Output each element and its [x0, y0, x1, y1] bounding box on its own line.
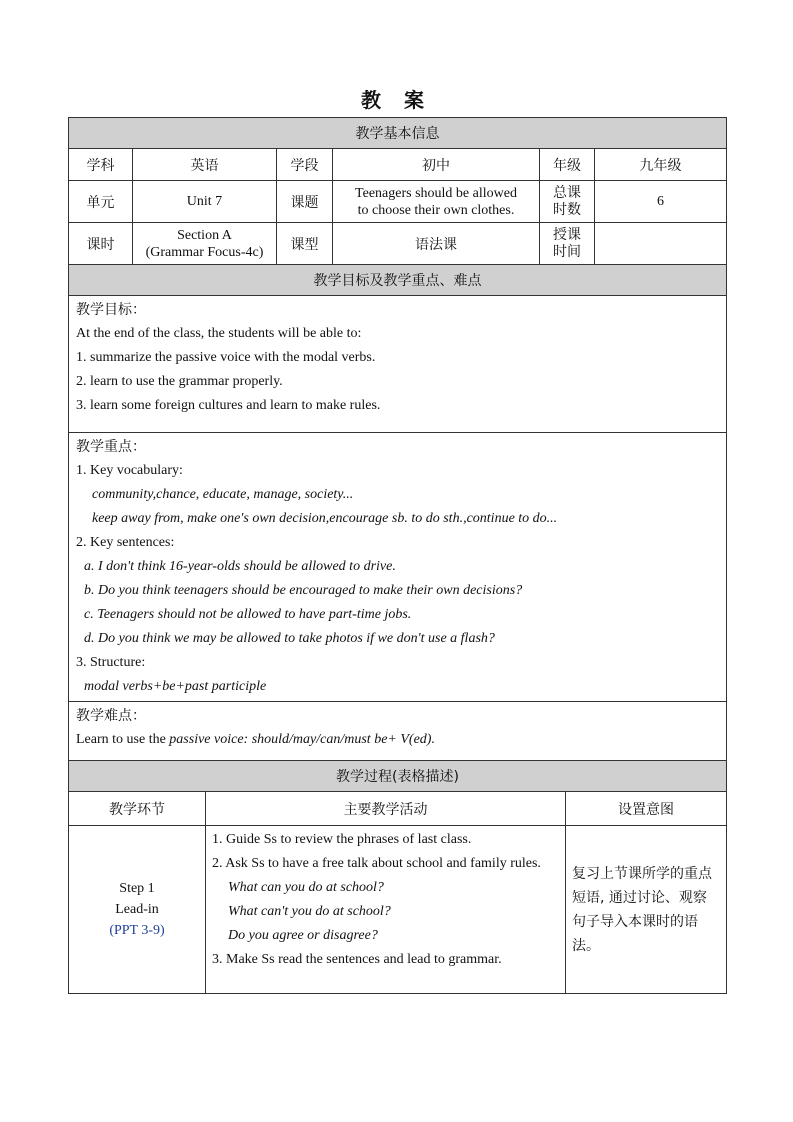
value-topic — [333, 181, 540, 223]
step-name: Step 1 — [119, 881, 155, 896]
topic-line-2: to choose their own clothes. — [357, 202, 515, 218]
label-unit: 单元 — [69, 181, 133, 223]
key-vocab-label: 1. Key vocabulary: — [76, 463, 183, 478]
goal-line: 3. learn some foreign cultures and learn to make rules. — [76, 398, 381, 413]
teaching-process-table — [68, 760, 727, 994]
value-stage: 初中 — [333, 149, 540, 181]
structure-label: 3. Structure: — [76, 655, 146, 670]
period-line-2: (Grammar Focus-4c) — [145, 244, 264, 260]
col-header-activities: 主要教学活动 — [206, 792, 566, 826]
goals-title: 教学目标： — [76, 302, 146, 318]
question-line: What can you do at school? — [228, 880, 384, 895]
label-subject: 学科 — [69, 149, 133, 181]
key-sentence: d. Do you think we may be allowed to take photos if we don't use a flash? — [84, 631, 495, 646]
label-grade: 年级 — [540, 149, 595, 181]
difficulty-title: 教学难点： — [76, 708, 146, 724]
total-periods-line-2: 时数 — [553, 201, 581, 218]
value-unit: Unit 7 — [133, 181, 277, 223]
class-time-line-2: 时间 — [553, 243, 581, 260]
difficulty-prefix: Learn to use the — [76, 732, 170, 747]
teaching-goals-cell — [69, 296, 727, 433]
goal-line: 1. summarize the passive voice with the modal verbs. — [76, 350, 376, 365]
activities-cell — [206, 826, 566, 994]
key-vocab-line: community,chance, educate, manage, society... — [92, 487, 354, 502]
intent-cell: 复习上节课所学的重点短语, 通过讨论、观察句子导入本课时的语法。 — [566, 826, 727, 994]
activity-line: 2. Ask Ss to have a free talk about school and family rules. — [212, 856, 541, 871]
key-points-cell — [69, 433, 727, 702]
topic-line-1: Teenagers should be allowed — [355, 185, 517, 201]
step-ppt: (PPT 3-9) — [109, 923, 165, 938]
key-sentences-label: 2. Key sentences: — [76, 535, 175, 550]
value-period — [133, 223, 277, 265]
value-lesson-type: 语法课 — [333, 223, 540, 265]
activity-line: 3. Make Ss read the sentences and lead to grammar. — [212, 952, 502, 967]
key-sentence: a. I don't think 16-year-olds should be allowed to drive. — [84, 559, 396, 574]
value-total-periods: 6 — [595, 181, 727, 223]
activity-line: 1. Guide Ss to review the phrases of last class. — [212, 832, 472, 847]
step-cell — [69, 826, 206, 994]
value-class-time — [595, 223, 727, 265]
basic-info-header: 教学基本信息 — [69, 118, 727, 149]
difficulty-italic: passive voice: should/may/can/must be+ V(ed). — [169, 732, 435, 747]
key-sentence: c. Teenagers should not be allowed to have part-time jobs. — [84, 607, 412, 622]
key-vocab-line: keep away from, make one's own decision,encourage sb. to do sth.,continue to do... — [92, 511, 558, 526]
key-points-title: 教学重点： — [76, 439, 146, 455]
col-header-intent: 设置意图 — [566, 792, 727, 826]
difficulty-text — [76, 728, 719, 752]
label-total-periods — [540, 181, 595, 223]
label-period: 课时 — [69, 223, 133, 265]
total-periods-line-1: 总课 — [553, 184, 581, 201]
step-stage: Lead-in — [115, 902, 159, 917]
value-grade: 九年级 — [595, 149, 727, 181]
document-title: 教 案 — [361, 88, 432, 112]
structure-value: modal verbs+be+past participle — [84, 679, 267, 694]
question-line: What can't you do at school? — [228, 904, 391, 919]
goal-line: 2. learn to use the grammar properly. — [76, 374, 283, 389]
label-class-time — [540, 223, 595, 265]
label-stage: 学段 — [277, 149, 333, 181]
col-header-stage: 教学环节 — [69, 792, 206, 826]
lesson-info-table — [68, 117, 727, 769]
class-time-line-1: 授课 — [553, 226, 581, 243]
process-header: 教学过程(表格描述) — [69, 761, 727, 792]
key-sentence: b. Do you think teenagers should be encouraged to make their own decisions? — [84, 583, 523, 598]
objectives-header: 教学目标及教学重点、难点 — [69, 265, 727, 296]
difficulty-cell — [69, 702, 727, 769]
label-lesson-type: 课型 — [277, 223, 333, 265]
label-topic: 课题 — [277, 181, 333, 223]
goal-line: At the end of the class, the students will be able to: — [76, 326, 362, 341]
period-line-1: Section A — [177, 227, 232, 243]
question-line: Do you agree or disagree? — [228, 928, 378, 943]
value-subject: 英语 — [133, 149, 277, 181]
